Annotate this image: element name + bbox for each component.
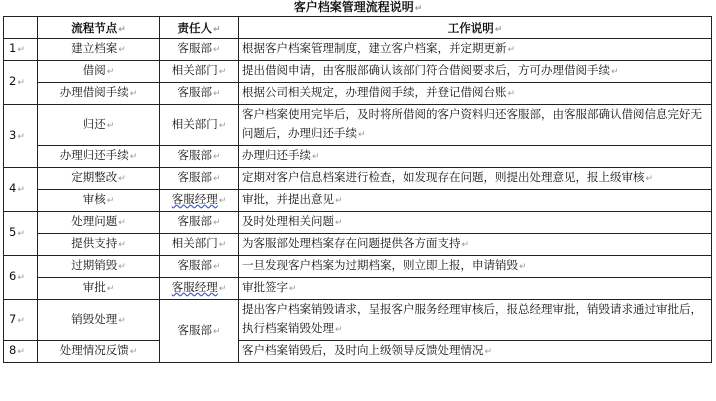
table-row (4, 341, 712, 363)
owner-cell: 客服部↵ (160, 212, 239, 234)
desc-cell: 提出借阅申请，由客服部确认该部门符合借阅要求后，方可办理借阅手续↵ (239, 61, 712, 83)
table-row (4, 39, 712, 61)
table-row (4, 168, 712, 190)
desc-cell: 定期对客户信息档案进行检查，如发现存在问题，则提出处理意见，报上级审核↵ (239, 168, 712, 190)
owner-cell: 客服部↵ (160, 83, 239, 105)
node-cell: 归还↵ (38, 105, 160, 146)
num-header-cell (4, 17, 38, 39)
table-row (4, 83, 712, 105)
step-number: 5↵ (4, 212, 38, 256)
table-row (4, 234, 712, 256)
desc-cell: 根据公司相关规定，办理借阅手续，并登记借阅台账↵ (239, 83, 712, 105)
node-cell: 审批↵ (38, 278, 160, 300)
desc-header: 工作说明↵ (239, 17, 712, 39)
owner-cell: 客服经理↵ (160, 190, 239, 212)
owner-cell: 相关部门↵ (160, 234, 239, 256)
desc-cell: 及时处理相关问题↵ (239, 212, 712, 234)
desc-cell: 客户档案销毁后，及时向上级领导反馈处理情况↵ (239, 341, 712, 363)
step-number: 8↵ (4, 341, 38, 363)
node-cell: 建立档案↵ (38, 39, 160, 61)
step-number: 3↵ (4, 105, 38, 168)
table-row (4, 278, 712, 300)
owner-cell: 相关部门↵ (160, 61, 239, 83)
step-number: 4↵ (4, 168, 38, 212)
node-cell: 处理情况反馈↵ (38, 341, 160, 363)
table-row (4, 105, 712, 146)
node-cell: 处理问题↵ (38, 212, 160, 234)
owner-cell: 客服部↵ (160, 168, 239, 190)
table-row (4, 190, 712, 212)
desc-cell: 审批签字↵ (239, 278, 712, 300)
owner-cell: 客服经理↵ (160, 278, 239, 300)
node-cell: 办理借阅手续↵ (38, 83, 160, 105)
desc-cell: 办理归还手续↵ (239, 146, 712, 168)
step-number: 1↵ (4, 39, 38, 61)
desc-cell: 一旦发现客户档案为过期档案，则立即上报，申请销毁↵ (239, 256, 712, 278)
node-cell: 定期整改↵ (38, 168, 160, 190)
node-cell: 借阅↵ (38, 61, 160, 83)
desc-cell: 审批，并提出意见↵ (239, 190, 712, 212)
node-cell: 销毁处理↵ (38, 300, 160, 341)
owner-cell: 相关部门↵ (160, 105, 239, 146)
desc-cell: 提出客户档案销毁请求，呈报客户服务经理审核后，报总经理审批，销毁请求通过审批后，执行档案销毁处理↵ (239, 300, 712, 341)
table-row (4, 212, 712, 234)
owner-cell: 客服部↵ (160, 300, 239, 363)
desc-cell: 客户档案使用完毕后，及时将所借阅的客户资料归还客服部，由客服部确认借阅信息完好无问题后，办理归还手续↵ (239, 105, 712, 146)
desc-cell: 为客服部处理档案存在问题提供各方面支持↵ (239, 234, 712, 256)
process-table (3, 16, 712, 363)
owner-cell: 客服部↵ (160, 39, 239, 61)
step-number: 6↵ (4, 256, 38, 300)
table-row (4, 256, 712, 278)
table-row (4, 61, 712, 83)
step-number: 2↵ (4, 61, 38, 105)
owner-header: 责任人↵ (160, 17, 239, 39)
table-row (4, 146, 712, 168)
node-cell: 提供支持↵ (38, 234, 160, 256)
node-cell: 办理归还手续↵ (38, 146, 160, 168)
owner-cell: 客服部↵ (160, 146, 239, 168)
document-title: 客户档案管理流程说明↵ (293, 0, 423, 14)
desc-cell: 根据客户档案管理制度，建立客户档案，并定期更新↵ (239, 39, 712, 61)
step-number: 7↵ (4, 300, 38, 341)
node-cell: 过期销毁↵ (38, 256, 160, 278)
owner-cell: 客服部↵ (160, 256, 239, 278)
table-row (4, 300, 712, 341)
node-header: 流程节点↵ (38, 17, 160, 39)
node-cell: 审核↵ (38, 190, 160, 212)
table-header-row (4, 17, 712, 39)
